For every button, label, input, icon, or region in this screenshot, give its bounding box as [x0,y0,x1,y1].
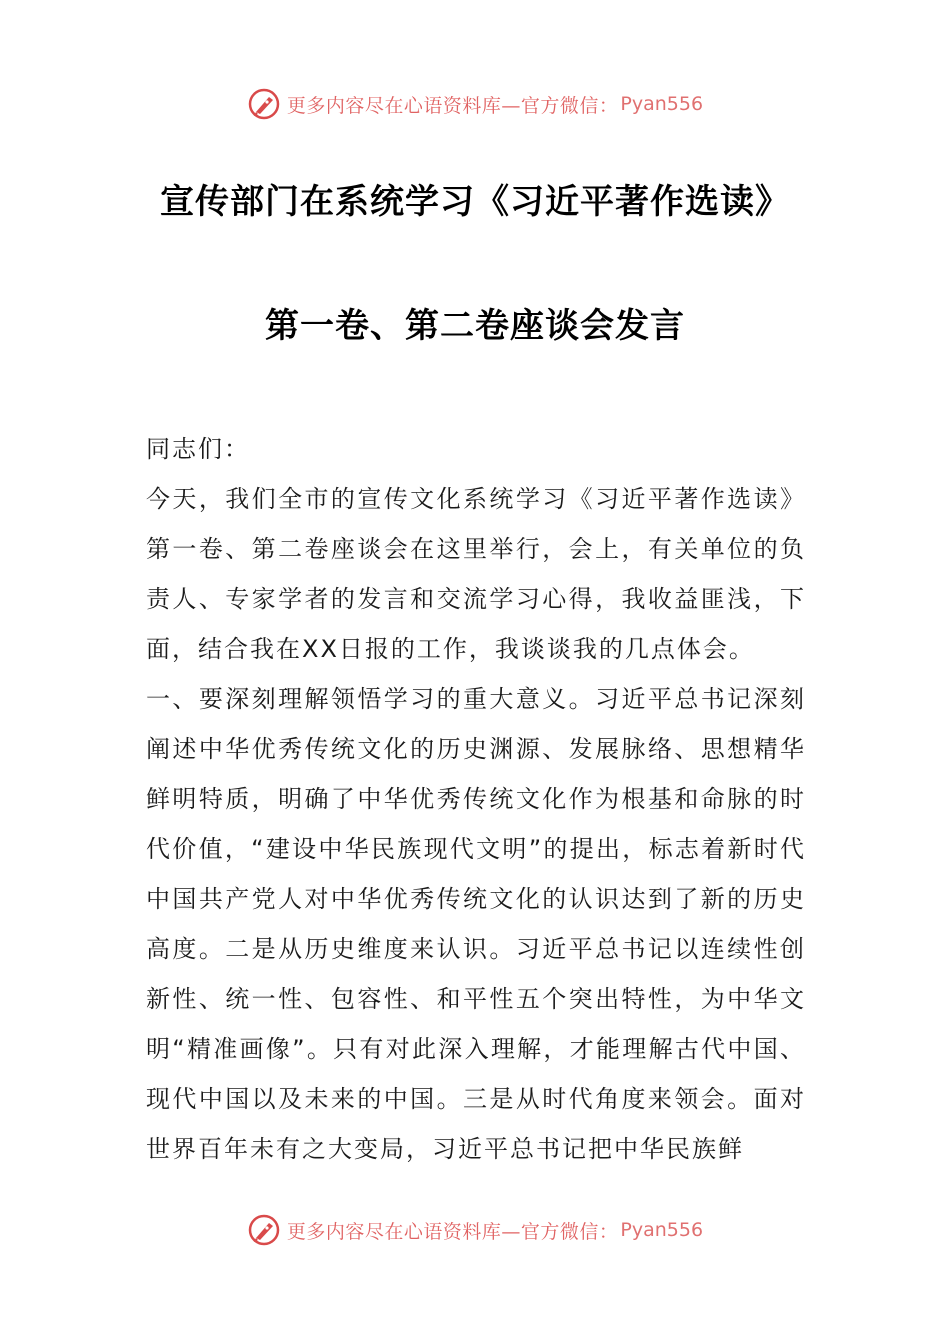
watermark-wechat-id: Pyan556 [620,93,704,115]
greeting: 同志们： [146,435,250,463]
document-body [146,424,806,1174]
watermark-text: 更多内容尽在心语资料库—官方微信： [286,94,619,117]
watermark-wechat-id: Pyan556 [620,1219,704,1241]
pen-nib-logo-icon [247,1213,281,1247]
pen-nib-logo-icon [247,87,281,121]
header-watermark [0,84,950,124]
document-title-line-2: 第一卷、第二卷座谈会发言 [265,306,685,346]
watermark-text: 更多内容尽在心语资料库—官方微信： [286,1220,619,1243]
document-title-line-1: 宣传部门在系统学习《习近平著作选读》 [160,182,790,222]
footer-watermark [0,1210,950,1250]
paragraph-1: 今天，我们全市的宣传文化系统学习《习近平著作选读》第一卷、第二卷座谈会在这里举行，会上，有关单位的负责人、专家学者的发言和交流学习心得，我收益匪浅，下面，结合我在XX日报的工作，我谈谈我的几点体会。 [146,485,806,663]
paragraph-2: 一、要深刻理解领悟学习的重大意义。习近平总书记深刻阐述中华优秀传统文化的历史渊源、发展脉络、思想精华鲜明特质，明确了中华优秀传统文化作为根基和命脉的时代价值，“建设中华民族现代文明”的提出，标志着新时代中国共产党人对中华优秀传统文化的认识达到了新的历史高度。二是从历史维度来认识。习近平总书记以连续性创新性、统一性、包容性、和平性五个突出特性，为中华文明“精准画像”。只有对此深入理解，才能理解古代中国、现代中国以及未来的中国。三是从时代角度来领会。面对世界百年未有之大变局，习近平总书记把中华民族鲜 [146,685,806,1163]
